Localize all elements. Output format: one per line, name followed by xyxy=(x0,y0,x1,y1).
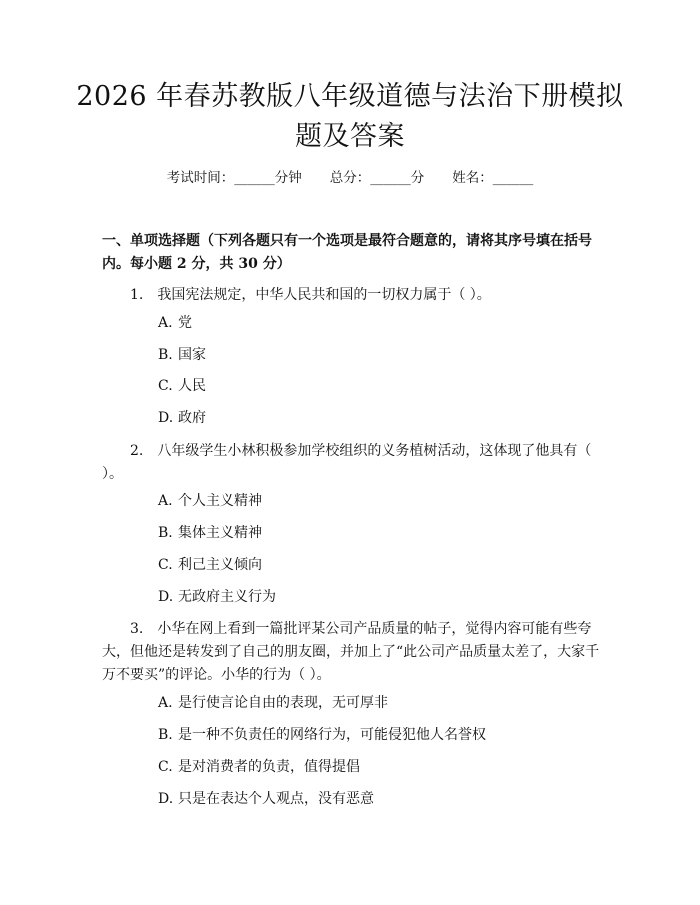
question-3-option-a xyxy=(158,693,618,713)
option-text: 是对消费者的负责，值得提倡 xyxy=(178,759,360,775)
option-text: 是行使言论自由的表现，无可厚非 xyxy=(178,695,388,711)
option-text: 利己主义倾向 xyxy=(178,557,262,573)
option-text: 政府 xyxy=(178,410,206,426)
option-label: A. xyxy=(158,695,173,711)
exam-title-line-2: 题及答案 xyxy=(295,121,405,152)
exam-title-line-1: 2026 年春苏教版八年级道德与法治下册模拟 xyxy=(76,81,624,112)
option-text: 个人主义精神 xyxy=(178,493,262,509)
option-text: 只是在表达个人观点，没有恶意 xyxy=(178,791,374,807)
option-label: B. xyxy=(158,727,173,743)
option-label: B. xyxy=(158,347,173,363)
question-2-option-a xyxy=(158,491,618,511)
exam-info-row xyxy=(0,168,700,188)
question-3-option-c xyxy=(158,757,618,777)
option-text: 是一种不负责任的网络行为，可能侵犯他人名誉权 xyxy=(178,727,486,743)
option-text: 党 xyxy=(178,315,192,331)
section-heading: 一、单项选择题（下列各题只有一个选项是最符合题意的，请将其序号填在括号内。每小题 2 分，共 30 分） xyxy=(102,233,592,272)
option-label: D. xyxy=(158,589,174,605)
option-label: D. xyxy=(158,791,174,807)
question-2-option-c xyxy=(158,555,618,575)
option-label: D. xyxy=(158,410,174,426)
question-1-option-d xyxy=(158,408,618,428)
option-label: C. xyxy=(158,557,173,573)
question-1-option-b xyxy=(158,345,618,365)
question-2-stem: 2. 八年级学生小林积极参加学校组织的义务植树活动，这体现了他具有（ ）。 xyxy=(102,443,592,482)
student-name-field: 姓名：______ xyxy=(452,170,534,186)
option-label: C. xyxy=(158,759,173,775)
option-label: A. xyxy=(158,493,173,509)
exam-time-field: 考试时间：______分钟 xyxy=(166,170,302,186)
question-2-option-b xyxy=(158,523,618,543)
question-3-stem: 3. 小华在网上看到一篇批评某公司产品质量的帖子，觉得内容可能有些夸大，但他还是转发到了自己的朋友圈，并加上了“此公司产品质量太差了，大家千万不要买”的评论。小华的行为（ ）。 xyxy=(102,621,600,683)
option-text: 无政府主义行为 xyxy=(178,589,276,605)
option-label: B. xyxy=(158,525,173,541)
question-3-option-d xyxy=(158,789,618,809)
total-score-field: 总分：______分 xyxy=(329,170,425,186)
question-2-option-d xyxy=(158,587,618,607)
option-text: 人民 xyxy=(178,378,206,394)
question-1-option-a xyxy=(158,313,618,333)
option-label: A. xyxy=(158,315,173,331)
question-1-stem: 1. 我国宪法规定，中华人民共和国的一切权力属于（ ）。 xyxy=(130,287,491,303)
question-3-option-b xyxy=(158,725,618,745)
option-text: 国家 xyxy=(178,347,206,363)
question-1-option-c xyxy=(158,376,618,396)
option-label: C. xyxy=(158,378,173,394)
option-text: 集体主义精神 xyxy=(178,525,262,541)
